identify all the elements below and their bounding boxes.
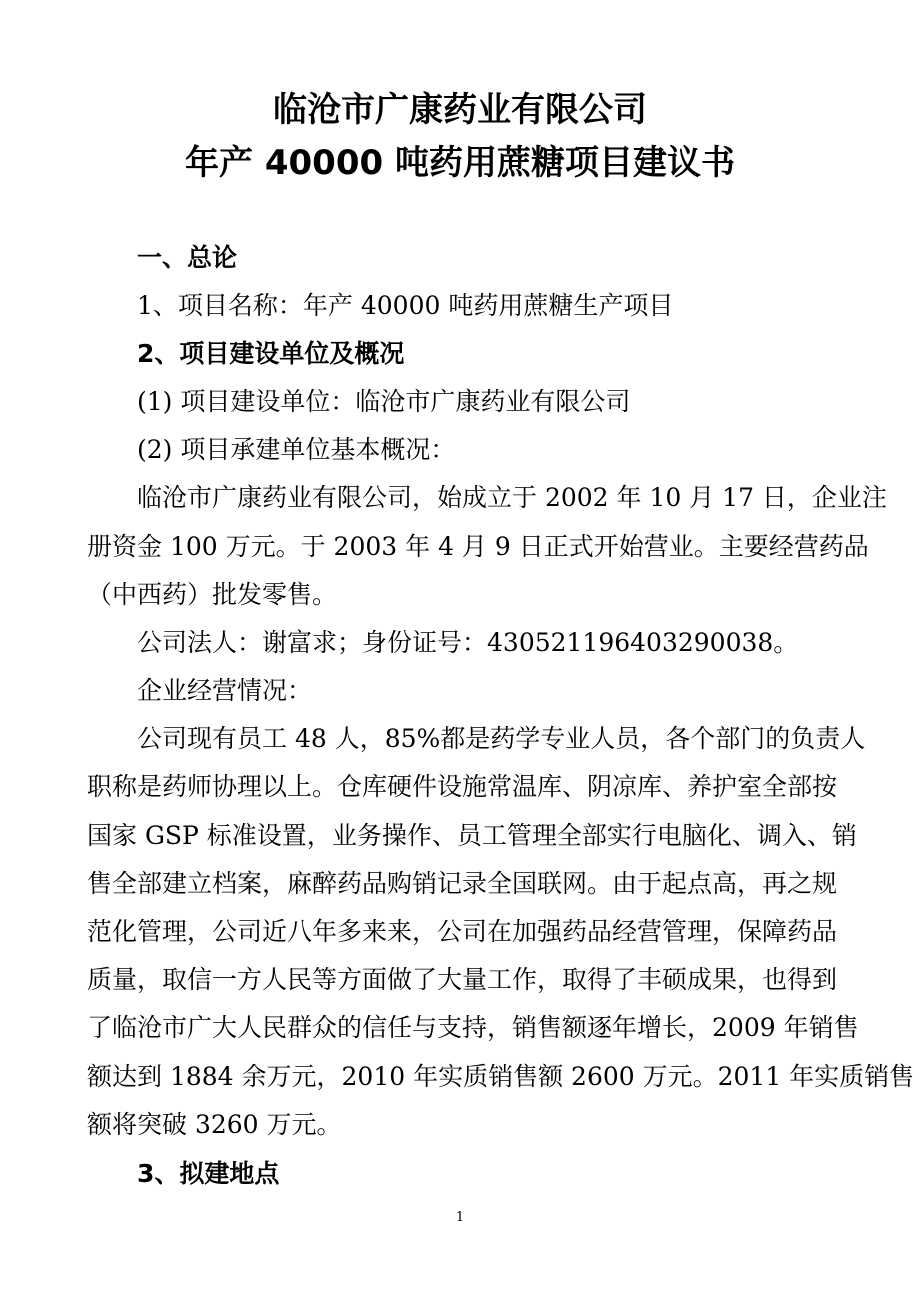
page-number: 1 xyxy=(455,1210,465,1225)
document-page: 临沧市广康药业有限公司 年产 40000 吨药用蔗糖项目建议书 一、总论 1、项目名称：年产 40000 吨药用蔗糖生产项目 2、项目建设单位及概况 (1) 项目建设单位：临沧市广康药业有限公司 (2) 项目承建单位基本概况： 临沧市广康药业有限公司，始成立于 2002 年 10 月 17 日，企业注 册资金 100 万元。于 2003 年 4 月 9 日正式开始营业。主要经营药品 （中西药）批发零售。 公司法人：谢富求；身份证号：430521196403290038。 企业经营情况： 公司现有员工 48 人，85%都是药学专业人员，各个部门的负责人 职称是药师协理以上。仓库硬件设施常温库、阴凉库、养护室全部按 国家 GSP 标准设置，业务操作、员工管理全部实行电脑化、调入、销 售全部建立档案，麻醉药品购销记录全国联网。由于起点高，再之规 范化管理，公司近八年多来来，公司在加强药品经营管理，保障药品 质量，取信一方人民等方面做了大量工作，取得了丰硕成果，也得到 了临沧市广大人民群众的信任与支持，销售额逐年增长，2009 年销售 额达到 1884 余万元，2010 年实质销售额 2600 万元。2011 年实质销售 额将突破 3260 万元。 3、拟建地点 1 xyxy=(0,0,920,1302)
document-title-company: 临沧市广康药业有限公司 xyxy=(273,90,647,130)
document-title-project: 年产 40000 吨药用蔗糖项目建议书 xyxy=(185,143,735,183)
